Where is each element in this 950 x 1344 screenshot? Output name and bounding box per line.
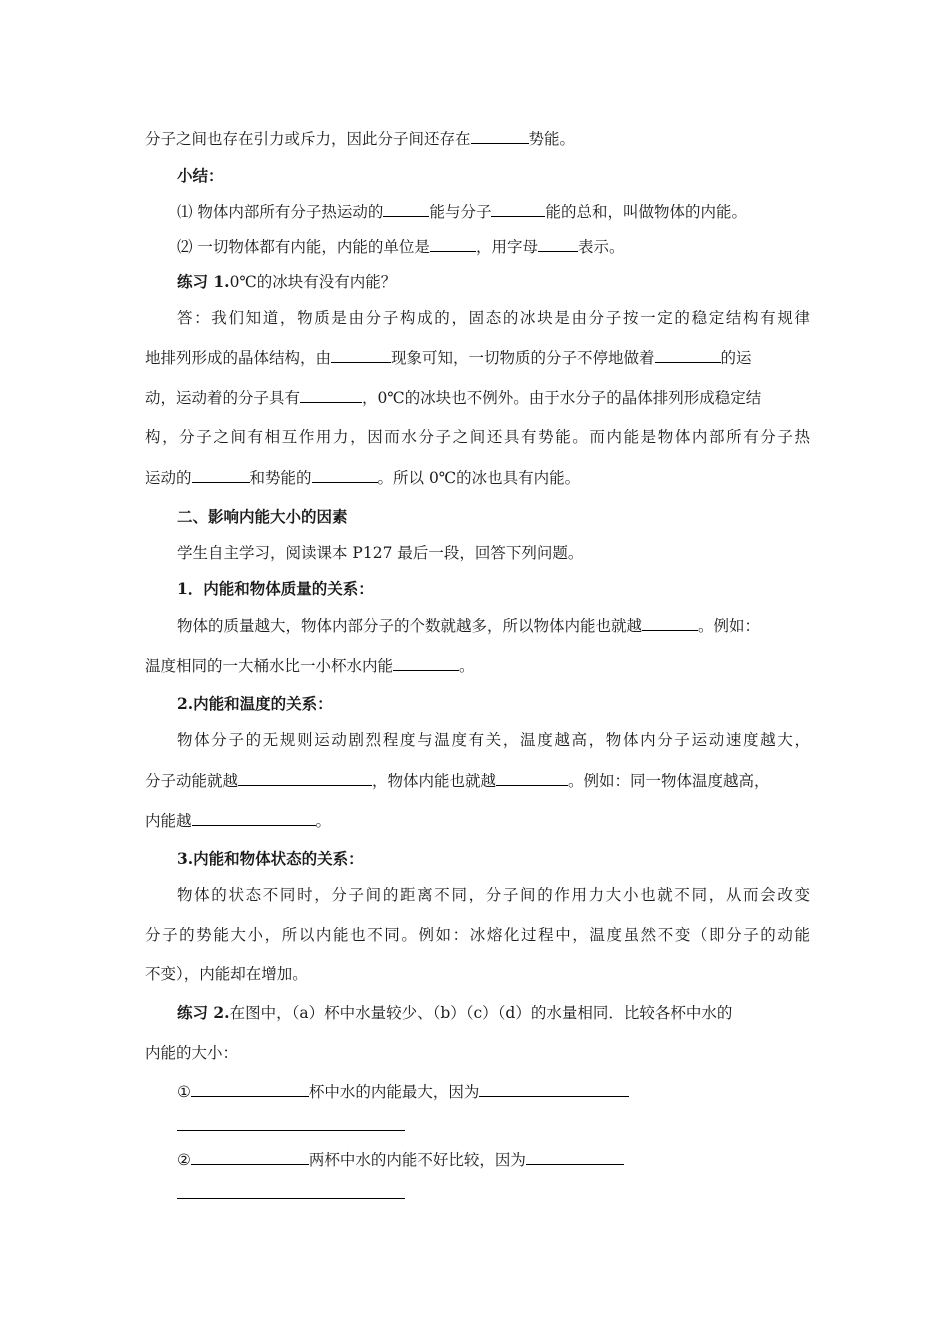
paragraph-line: 分子动能就越 ，物体内能也就越 。例如：同一物体温度越高， <box>145 769 810 792</box>
exercise-2-question: 练习 2.在图中，（a）杯中水量较少、（b）（c）（d）的水量相同．比较各杯中水的 <box>177 1003 733 1022</box>
answer-line[interactable] <box>177 1130 405 1131</box>
exercise-2-item-2: ② 两杯中水的内能不好比较，因为 <box>177 1148 810 1171</box>
exercise-1-answer-line: 答：我们知道，物质是由分子构成的，固态的冰块是由分子按一定的稳定结构有规律 <box>177 309 810 327</box>
section-intro: 学生自主学习，阅读课本 P127 最后一段，回答下列问题。 <box>177 544 584 562</box>
section-heading: 二、影响内能大小的因素 <box>177 507 348 526</box>
fill-blank[interactable] <box>383 200 429 217</box>
fill-blank[interactable] <box>642 614 698 631</box>
paragraph-line: 温度相同的一大桶水比一小杯水内能 。 <box>145 654 810 677</box>
fill-blank[interactable] <box>471 127 529 144</box>
exercise-label: 练习 1. <box>177 272 230 291</box>
fill-blank[interactable] <box>538 235 578 252</box>
paragraph-line: 物体的状态不同时，分子间的距离不同，分子间的作用力大小也就不同，从而会改变 <box>177 886 810 904</box>
subsection-heading: 3.内能和物体状态的关系： <box>177 849 364 868</box>
exercise-1-answer-line: 构，分子之间有相互作用力，因而水分子之间还具有势能。而内能是物体内部所有分子热 <box>145 428 810 446</box>
paragraph-line: 分子之间也存在引力或斥力，因此分子间还存在 势能。 <box>145 127 810 150</box>
fill-blank[interactable] <box>430 235 476 252</box>
subsection-heading: 2.内能和温度的关系： <box>177 694 333 713</box>
fill-blank[interactable] <box>526 1148 624 1165</box>
fill-blank[interactable] <box>496 769 568 786</box>
fill-blank[interactable] <box>192 809 316 826</box>
fill-blank[interactable] <box>331 346 391 363</box>
paragraph-line: 物体的质量越大，物体内部分子的个数就越多，所以物体内能也就越 。例如： <box>177 614 810 637</box>
fill-blank[interactable] <box>191 1080 309 1097</box>
exercise-2-question-cont: 内能的大小： <box>145 1044 239 1062</box>
exercise-1-answer-line: 动，运动着的分子具有 ，0℃的冰块也不例外。由于水分子的晶体排列形成稳定结 <box>145 386 810 409</box>
fill-blank[interactable] <box>191 1148 309 1165</box>
summary-line-2: ⑵ 一切物体都有内能，内能的单位是 ，用字母 表示。 <box>177 235 810 258</box>
exercise-1-answer-line: 地排列形成的晶体结构，由 现象可知，一切物质的分子不停地做着 的运 <box>145 346 810 369</box>
exercise-1-answer-line: 运动的 和势能的 。所以 0℃的冰也具有内能。 <box>145 466 810 489</box>
fill-blank[interactable] <box>300 386 362 403</box>
summary-line-1: ⑴ 物体内部所有分子热运动的 能与分子 能的总和，叫做物体的内能。 <box>177 200 810 223</box>
summary-heading: 小结： <box>177 166 224 185</box>
paragraph-line: 内能越 。 <box>145 809 810 832</box>
fill-blank[interactable] <box>192 466 250 483</box>
exercise-1-question: 练习 1.0℃的冰块有没有内能？ <box>177 272 397 291</box>
fill-blank[interactable] <box>491 200 545 217</box>
answer-line[interactable] <box>177 1198 405 1199</box>
fill-blank[interactable] <box>312 466 378 483</box>
subsection-heading: 1．内能和物体质量的关系： <box>177 579 374 598</box>
fill-blank[interactable] <box>655 346 721 363</box>
fill-blank[interactable] <box>479 1080 629 1097</box>
paragraph-line: 物体分子的无规则运动剧烈程度与温度有关，温度越高，物体内分子运动速度越大， <box>177 731 810 749</box>
exercise-2-item-1: ① 杯中水的内能最大，因为 <box>177 1080 810 1103</box>
fill-blank[interactable] <box>238 769 372 786</box>
paragraph-line: 分子的势能大小，所以内能也不同。例如：冰熔化过程中，温度虽然不变（即分子的动能 <box>145 926 810 944</box>
exercise-label: 练习 2. <box>177 1003 230 1022</box>
paragraph-line: 不变），内能却在增加。 <box>145 965 308 983</box>
fill-blank[interactable] <box>393 654 459 671</box>
